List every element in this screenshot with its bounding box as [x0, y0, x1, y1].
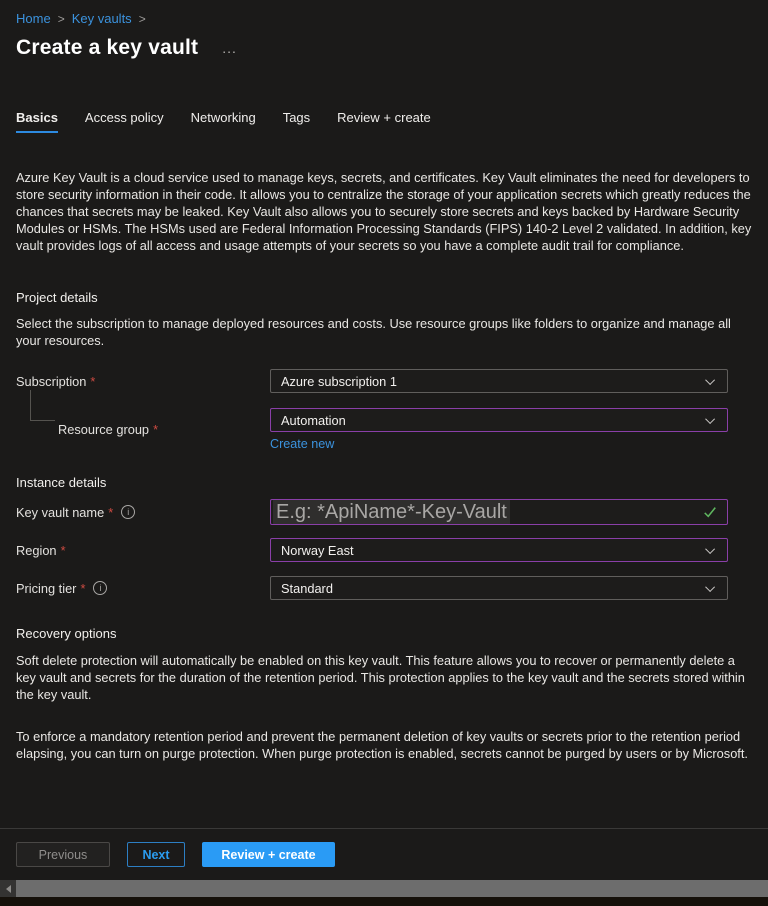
- recovery-paragraph-2: To enforce a mandatory retention period and prevent the permanent deletion of key vaults or secrets prior to the retention period elapsing, you can turn on purge protection. When purge protection is enabled, secrets cannot be purged by users or by Microsoft.: [16, 729, 748, 761]
- page-title: Create a key vault: [16, 36, 199, 59]
- review-create-button[interactable]: Review + create: [202, 842, 335, 867]
- region-label: [16, 543, 270, 558]
- title-row: [16, 36, 752, 60]
- intro-text: Azure Key Vault is a cloud service used to manage keys, secrets, and certificates. Key Vault eliminates the need for developers to store security information in their code. It allows you to centralize the storage of your application secrets which greatly reduces the chances that secrets may be leaked. Key Vault also allows you to securely store secrets and keys backed by Hardware Security Modules or HSMs. The HSMs used are Federal Information Processing Standards (FIPS) 140-2 Level 2 validated. In addition, key vault provides logs of all access and usage attempts of your secrets so you have a complete audit trail for compliance.: [16, 170, 752, 253]
- key-vault-name-label-text: Key vault name: [16, 504, 105, 520]
- tab-bar: [16, 110, 752, 133]
- resource-group-control: [270, 408, 728, 451]
- breadcrumb-separator: >: [57, 11, 65, 26]
- scrollbar-thumb[interactable]: [16, 880, 768, 897]
- subscription-value: Azure subscription 1: [281, 373, 397, 389]
- bottom-edge-strip: [0, 897, 768, 906]
- previous-button[interactable]: Previous: [16, 842, 110, 867]
- pricing-tier-value: Standard: [281, 580, 333, 596]
- subscription-row: [16, 369, 728, 393]
- required-asterisk: *: [80, 580, 86, 596]
- required-asterisk: *: [108, 504, 114, 520]
- chevron-down-icon: [705, 375, 715, 385]
- info-icon[interactable]: i: [121, 505, 135, 519]
- subscription-label-text: Subscription: [16, 373, 87, 389]
- pricing-tier-label-text: Pricing tier: [16, 580, 77, 596]
- chevron-down-icon: [705, 582, 715, 592]
- tab-networking[interactable]: Networking: [190, 110, 256, 125]
- pricing-tier-label: [16, 581, 270, 596]
- breadcrumb-separator: >: [138, 11, 146, 26]
- create-new-wrapper: [270, 437, 728, 451]
- tab-access-policy[interactable]: Access policy: [84, 110, 164, 125]
- pricing-tier-dropdown[interactable]: [270, 576, 728, 600]
- region-row: [16, 538, 728, 562]
- region-dropdown[interactable]: [270, 538, 728, 562]
- section-heading-recovery-options: Recovery options: [16, 626, 117, 641]
- left-triangle-icon: [6, 885, 11, 893]
- next-button[interactable]: Next: [127, 842, 185, 867]
- footer-action-bar: [0, 828, 768, 880]
- resource-group-label: [16, 422, 270, 437]
- resource-group-value: Automation: [281, 412, 346, 428]
- region-label-text: Region: [16, 542, 57, 558]
- breadcrumb-link-key-vaults[interactable]: Key vaults: [71, 11, 132, 26]
- chevron-down-icon: [705, 414, 715, 424]
- tab-tags[interactable]: Tags: [282, 110, 311, 125]
- project-details-form: [16, 369, 752, 451]
- tab-review-create[interactable]: Review + create: [337, 110, 431, 125]
- resource-group-label-text: Resource group: [58, 422, 150, 437]
- required-asterisk: *: [60, 542, 66, 558]
- more-options-button[interactable]: ...: [222, 40, 237, 56]
- chevron-down-icon: [705, 544, 715, 554]
- section-heading-instance-details: Instance details: [16, 475, 107, 490]
- subscription-label: [16, 374, 270, 389]
- breadcrumb-link-home[interactable]: Home: [16, 11, 51, 26]
- valid-check-icon: [703, 505, 717, 519]
- subscription-dropdown[interactable]: [270, 369, 728, 393]
- breadcrumb: [16, 11, 752, 26]
- resource-group-connector: [30, 390, 55, 421]
- project-details-description: Select the subscription to manage deployed resources and costs. Use resource groups like folders to organize and manage all your resources.: [16, 316, 731, 348]
- required-asterisk: *: [153, 422, 159, 437]
- key-vault-name-input[interactable]: [270, 499, 728, 525]
- scroll-left-arrow[interactable]: [0, 880, 16, 897]
- horizontal-scrollbar: [0, 880, 768, 897]
- key-vault-name-row: [16, 499, 728, 525]
- region-value: Norway East: [281, 542, 354, 558]
- key-vault-name-label: [16, 505, 270, 520]
- info-icon[interactable]: i: [93, 581, 107, 595]
- required-asterisk: *: [90, 373, 96, 389]
- resource-group-row: [16, 408, 728, 451]
- create-new-link[interactable]: Create new: [270, 437, 335, 451]
- resource-group-dropdown[interactable]: [270, 408, 728, 432]
- recovery-paragraph-1: Soft delete protection will automatically be enabled on this key vault. This feature allows you to recover or permanently delete a key vault and secrets for the duration of the retention period. This protection applies to the key vault and the secrets stored within the key vault.: [16, 653, 745, 702]
- pricing-tier-row: [16, 576, 728, 600]
- tab-basics[interactable]: Basics: [16, 110, 58, 133]
- section-heading-project-details: Project details: [16, 290, 98, 305]
- key-vault-name-placeholder: E.g: *ApiName*-Key-Vault: [273, 500, 510, 524]
